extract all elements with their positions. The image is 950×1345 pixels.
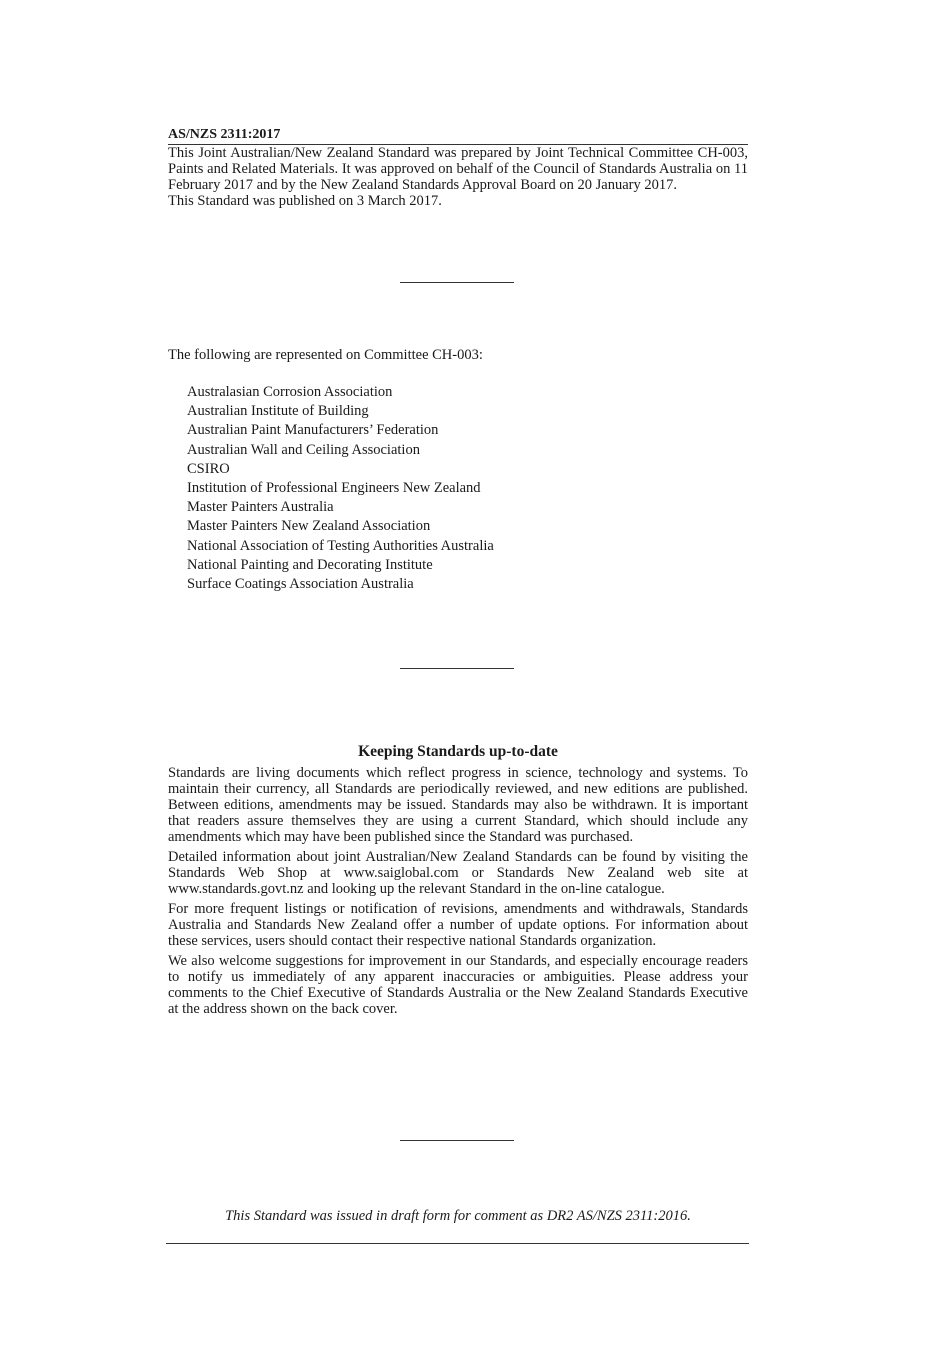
committee-member: Australian Institute of Building <box>187 403 369 420</box>
keeping-paragraph: Standards are living documents which reflect progress in science, technology and systems. To maintain their currency, all Standards are periodically reviewed, and new editions are published. Between editions, amendments may be issued. Standards may also be withdrawn. It is important that readers assure themselves they are using a current Standard, which should include any amendments which may have been published since the Standard was purchased. <box>168 765 748 845</box>
committee-member: Australian Paint Manufacturers’ Federation <box>187 422 439 439</box>
committee-member: Master Painters New Zealand Association <box>187 518 431 535</box>
keeping-paragraph: We also welcome suggestions for improvement in our Standards, and especially encourage readers to notify us immediately of any apparent inaccuracies or ambiguities. Please address your comments to the Chief Executive of Standards Australia or the New Zealand Standards Executive at the address shown on the back cover. <box>168 953 748 1017</box>
committee-member-list <box>187 383 494 594</box>
keeping-standards-body <box>168 765 748 1021</box>
committee-member: Australasian Corrosion Association <box>187 384 393 400</box>
draft-note: This Standard was issued in draft form for comment as DR2 AS/NZS 2311:2016. <box>225 1208 691 1224</box>
committee-member: National Association of Testing Authorities Australia <box>187 537 494 554</box>
keeping-standards-heading: Keeping Standards up-to-date <box>358 743 558 760</box>
standard-identifier: AS/NZS 2311:2017 <box>168 126 748 145</box>
committee-member: Institution of Professional Engineers New Zealand <box>187 480 481 497</box>
keeping-paragraph: For more frequent listings or notification of revisions, amendments and withdrawals, Standards Australia and Standards New Zealand offer a number of update options. For information about these services, users should contact their respective national Standards organization. <box>168 901 748 949</box>
committee-member: Surface Coatings Association Australia <box>187 576 414 593</box>
committee-heading: The following are represented on Committee CH-003: <box>168 347 483 363</box>
committee-member: CSIRO <box>187 460 230 477</box>
preparation-notice <box>168 145 748 209</box>
publication-date-paragraph: This Standard was published on 3 March 2017. <box>168 193 442 209</box>
committee-member: Australian Wall and Ceiling Association <box>187 441 420 458</box>
section-divider <box>400 1140 514 1141</box>
footer-rule <box>166 1243 749 1244</box>
committee-member: Master Painters Australia <box>187 499 334 516</box>
committee-member: National Painting and Decorating Institute <box>187 556 433 573</box>
preparation-paragraph: This Joint Australian/New Zealand Standard was prepared by Joint Technical Committee CH-003, Paints and Related Materials. It was approved on behalf of the Council of Standards Australia on 11 February 2017 and by the New Zealand Standards Approval Board on 20 January 2017. <box>168 145 748 193</box>
section-divider <box>400 282 514 283</box>
section-divider <box>400 668 514 669</box>
keeping-paragraph: Detailed information about joint Australian/New Zealand Standards can be found by visiting the Standards Web Shop at www.saiglobal.com or Standards New Zealand web site at www.standards.govt.nz and looking up the relevant Standard in the on-line catalogue. <box>168 849 748 897</box>
